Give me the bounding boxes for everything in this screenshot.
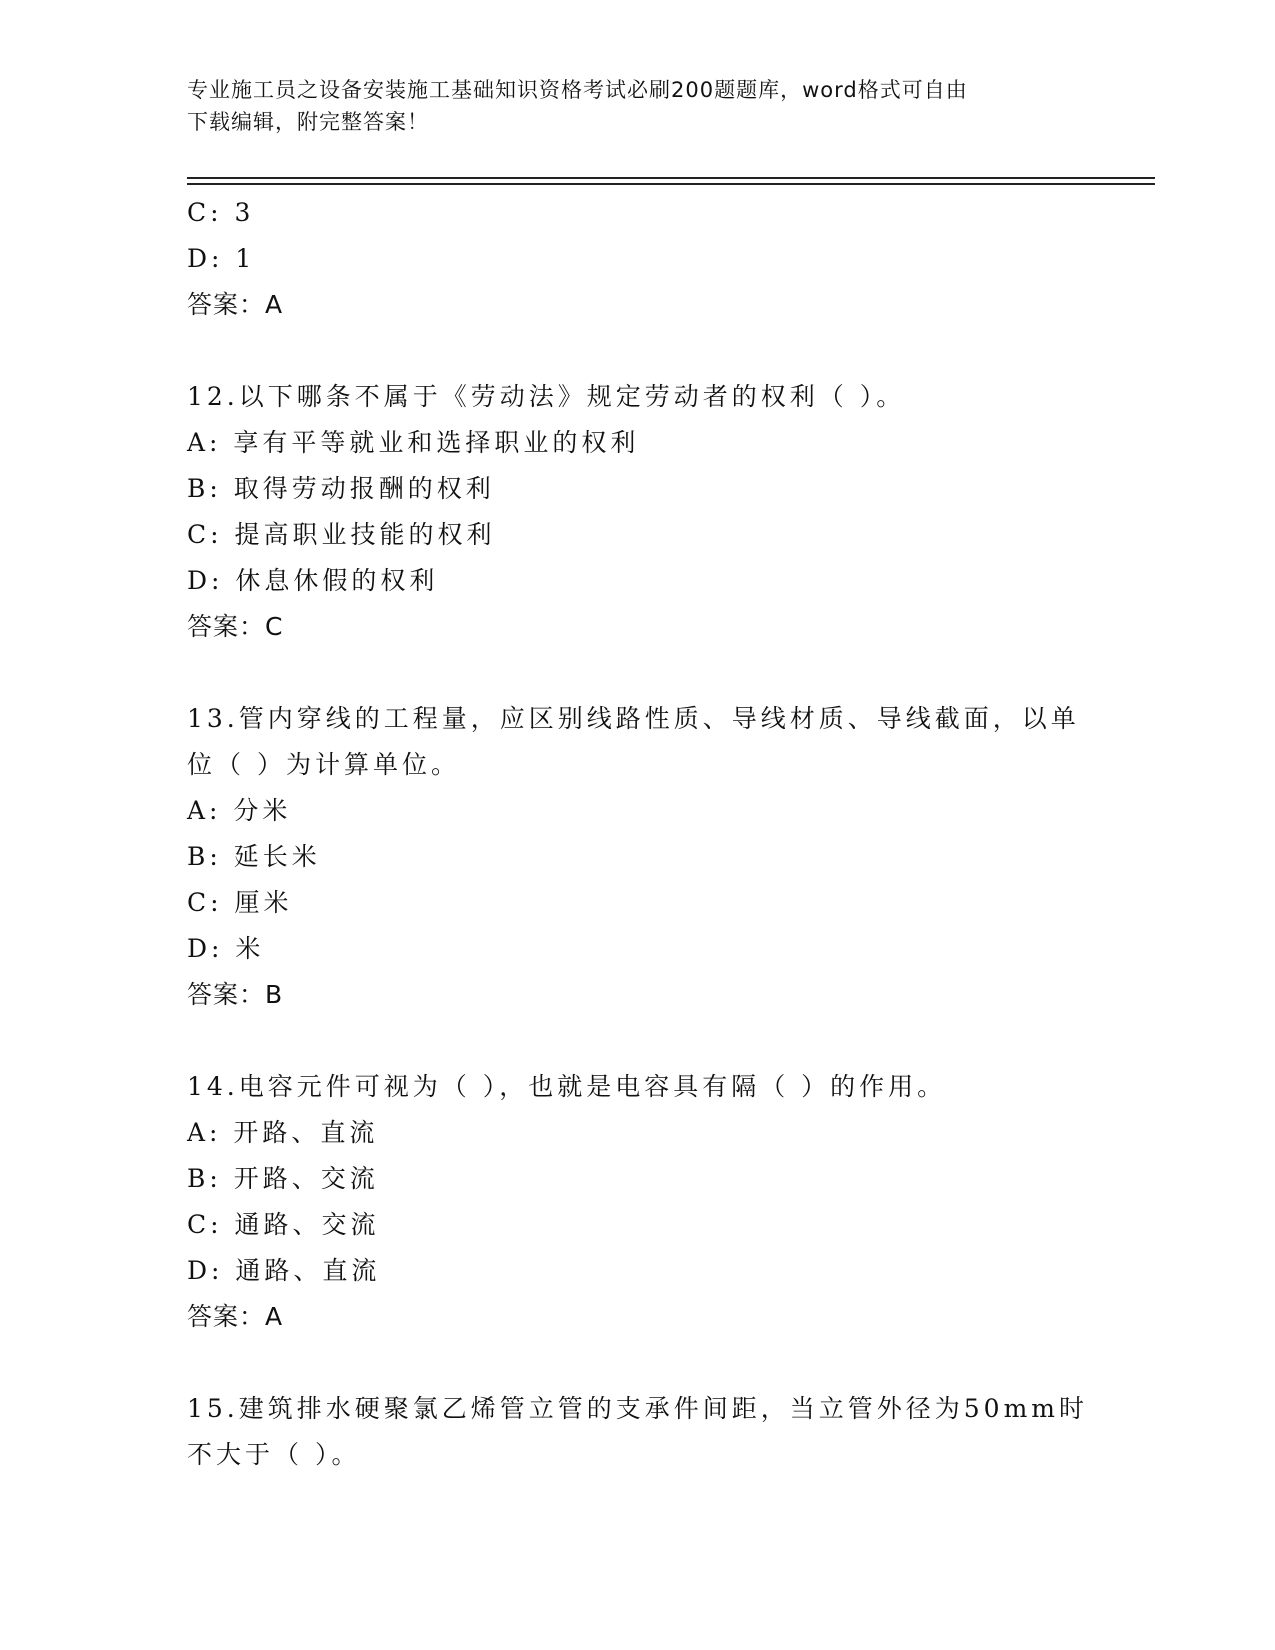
q14-stem: 14.电容元件可视为（ ），也就是电容具有隔（ ）的作用。	[187, 1072, 947, 1101]
q13-stem-line-2: 位（ ）为计算单位。	[187, 750, 460, 779]
q15-stem-line-1: 15.建筑排水硬聚氯乙烯管立管的支承件间距，当立管外径为50mm时	[187, 1394, 1088, 1423]
q12-stem: 12.以下哪条不属于《劳动法》规定劳动者的权利（ ）。	[187, 382, 906, 411]
header-rule-top	[187, 177, 1155, 179]
q14-option-b: B: 开路、交流	[187, 1164, 379, 1193]
document-header	[187, 74, 1087, 138]
q13-option-a: A: 分米	[187, 796, 292, 825]
q13-answer: 答案：B	[187, 980, 284, 1009]
header-rule-bottom	[187, 183, 1155, 185]
document-body	[187, 190, 1087, 1478]
q12-option-c: C: 提高职业技能的权利	[187, 520, 496, 549]
q14-answer: 答案：A	[187, 1302, 284, 1331]
prev-answer: 答案：A	[187, 290, 284, 319]
q15-stem-line-2: 不大于（ ）。	[187, 1440, 361, 1469]
prev-option-d: D: 1	[187, 244, 256, 273]
spacer	[187, 1018, 1087, 1064]
spacer	[187, 328, 1087, 374]
q12-option-a: A: 享有平等就业和选择职业的权利	[187, 428, 640, 457]
q13-option-b: B: 延长米	[187, 842, 321, 871]
q13-stem-line-1: 13.管内穿线的工程量，应区别线路性质、导线材质、导线截面，以单	[187, 704, 1080, 733]
q12-option-b: B: 取得劳动报酬的权利	[187, 474, 495, 503]
q14-option-c: C: 通路、交流	[187, 1210, 380, 1239]
prev-option-c: C: 3	[187, 198, 255, 227]
q12-option-d: D: 休息休假的权利	[187, 566, 439, 595]
q14-option-a: A: 开路、直流	[187, 1118, 379, 1147]
q12-answer: 答案：C	[187, 612, 284, 641]
q14-option-d: D: 通路、直流	[187, 1256, 381, 1285]
header-line-2: 下载编辑，附完整答案！	[187, 110, 429, 134]
header-line-1: 专业施工员之设备安装施工基础知识资格考试必刷200题题库，word格式可自由	[187, 78, 968, 102]
spacer	[187, 1340, 1087, 1386]
spacer	[187, 650, 1087, 696]
q13-option-c: C: 厘米	[187, 888, 293, 917]
q13-option-d: D: 米	[187, 934, 265, 963]
